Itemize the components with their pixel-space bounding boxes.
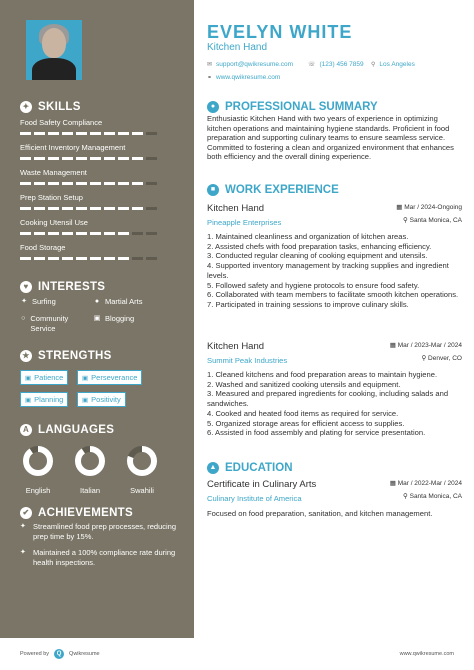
skill-level-dot bbox=[76, 232, 87, 235]
job-bullet: 6. Collaborated with team members to facilitate smooth kitchen operations. bbox=[207, 290, 459, 300]
language-name: Italian bbox=[79, 486, 100, 495]
bulb-icon: ✦ bbox=[20, 101, 32, 113]
skill-label: Food Storage bbox=[20, 243, 66, 252]
sidebar bbox=[0, 0, 194, 638]
skill-level-dot bbox=[34, 132, 45, 135]
achievement-item: ✦ Maintained a 100% compliance rate during health inspections. bbox=[20, 548, 176, 567]
achievements-heading: ✔ ACHIEVEMENTS bbox=[20, 507, 133, 519]
surfing-icon: ✦ bbox=[21, 298, 27, 305]
skill-level-bar bbox=[20, 257, 180, 260]
language-item bbox=[124, 445, 160, 495]
skill-level-dot bbox=[90, 207, 101, 210]
job-entry bbox=[207, 203, 462, 310]
skill-level-dot bbox=[90, 157, 101, 160]
skill-level-dot bbox=[118, 132, 129, 135]
job-bullet: 3. Measured and prepared ingredients for cooking, including salads and sandwiches. bbox=[207, 389, 449, 409]
education-meta: ▦ Mar / 2022-Mar / 2024 ⚲ Santa Monica, CA bbox=[389, 480, 462, 500]
skill-label: Food Safety Compliance bbox=[20, 118, 103, 127]
language-level-ring bbox=[74, 445, 106, 477]
skill-level-dot bbox=[104, 132, 115, 135]
job-meta: ▦ Mar / 2023-Mar / 2024 ⚲ Denver, CO bbox=[389, 342, 462, 362]
skill-level-dot bbox=[132, 157, 143, 160]
skill-level-dot bbox=[62, 207, 73, 210]
skill-level-bar bbox=[20, 132, 180, 135]
email-icon: ✉ bbox=[207, 62, 213, 68]
footer bbox=[0, 638, 474, 670]
job-bullet: 1. Maintained cleanliness and organization of kitchen areas. bbox=[207, 232, 409, 241]
skill-level-dot bbox=[62, 232, 73, 235]
skill-level-dot bbox=[132, 207, 143, 210]
job-bullets bbox=[207, 232, 462, 310]
skill-item bbox=[20, 143, 180, 168]
skill-level-dot bbox=[62, 132, 73, 135]
skill-item bbox=[20, 118, 180, 143]
job-meta: ▦ Mar / 2024-Ongoing ⚲ Santa Monica, CA bbox=[396, 204, 462, 224]
language-name: Swahili bbox=[130, 486, 154, 495]
ring-fill bbox=[78, 449, 102, 473]
degree-title: Certificate in Culinary Arts bbox=[207, 479, 317, 490]
achievement-item: ✦ Streamlined food prep processes, reducing prep time by 15%. bbox=[20, 522, 176, 541]
martial-arts-icon: ● bbox=[94, 298, 100, 305]
skill-label: Cooking Utensil Use bbox=[20, 218, 88, 227]
job-bullet: 6. Assisted in food assembly and plating for service presentation. bbox=[207, 428, 426, 438]
skill-level-dot bbox=[118, 157, 129, 160]
pin-icon: ⚲ bbox=[421, 355, 427, 362]
skill-level-bar bbox=[20, 232, 180, 235]
strength-tag: ▣ Planning bbox=[20, 392, 68, 407]
language-level-ring bbox=[126, 445, 158, 477]
powered-by: Powered by Q Qwikresume bbox=[20, 651, 100, 657]
job-entry bbox=[207, 341, 462, 438]
skill-level-bar bbox=[20, 182, 180, 185]
job-bullet: 3. Conducted regular cleaning of cooking equipment and utensils. bbox=[207, 251, 428, 261]
blogging-icon: ▣ bbox=[93, 315, 101, 322]
skill-level-dot bbox=[104, 257, 115, 260]
company-name: Summit Peak Industries bbox=[207, 356, 288, 365]
skill-level-dot bbox=[76, 157, 87, 160]
skill-level-dot bbox=[34, 207, 45, 210]
achievement-icon: ✦ bbox=[20, 523, 26, 530]
email-item[interactable]: ✉ support@qwikresume.com bbox=[207, 61, 294, 68]
skill-level-dot bbox=[20, 232, 31, 235]
language-level-ring bbox=[22, 445, 54, 477]
job-bullet: 2. Assisted chefs with food preparation tasks, enhancing efficiency. bbox=[207, 241, 432, 251]
strength-tag: ▣ Positivity bbox=[77, 392, 126, 407]
skill-level-dot bbox=[146, 207, 157, 210]
strength-tag: ▣ Perseverance bbox=[77, 370, 142, 385]
skill-level-dot bbox=[20, 182, 31, 185]
skill-level-dot bbox=[132, 232, 143, 235]
interest-item: ✦ Surfing bbox=[21, 297, 56, 306]
job-bullet: 5. Organized storage areas for efficient access to supplies. bbox=[207, 418, 405, 428]
skill-label: Prep Station Setup bbox=[20, 193, 83, 202]
skill-label: Waste Management bbox=[20, 168, 87, 177]
job-bullet: 1. Cleaned kitchens and food preparation areas to maintain hygiene. bbox=[207, 370, 438, 379]
skill-level-dot bbox=[34, 157, 45, 160]
strength-tag: ▣ Patience bbox=[20, 370, 68, 385]
skill-level-dot bbox=[132, 257, 143, 260]
check-icon: ▣ bbox=[25, 375, 32, 382]
language-icon: A bbox=[20, 424, 32, 436]
company-name: Pineapple Enterprises bbox=[207, 218, 282, 227]
skill-level-dot bbox=[146, 157, 157, 160]
skill-level-bar bbox=[20, 157, 180, 160]
pin-icon: ⚲ bbox=[403, 217, 408, 224]
skill-level-dot bbox=[48, 182, 59, 185]
skill-level-dot bbox=[48, 207, 59, 210]
candidate-name: EVELYN WHITE bbox=[207, 22, 353, 42]
experience-heading: ■ WORK EXPERIENCE bbox=[207, 184, 339, 196]
skill-level-dot bbox=[146, 232, 157, 235]
skill-level-dot bbox=[62, 157, 73, 160]
skill-level-dot bbox=[104, 157, 115, 160]
footer-url[interactable]: www.qwikresume.com bbox=[399, 651, 454, 657]
job-bullet: 4. Supported inventory management by tracking supplies and ingredient levels. bbox=[207, 261, 449, 280]
ring-fill bbox=[26, 449, 50, 473]
skill-level-dot bbox=[34, 182, 45, 185]
skill-level-dot bbox=[76, 257, 87, 260]
skill-level-dot bbox=[62, 182, 73, 185]
skill-level-dot bbox=[20, 257, 31, 260]
check-icon: ▣ bbox=[82, 375, 89, 382]
language-name: English bbox=[25, 486, 51, 495]
phone-icon: ☏ bbox=[308, 62, 316, 68]
pin-icon: ⚲ bbox=[403, 493, 408, 500]
graduation-cap-icon: ▲ bbox=[207, 462, 219, 474]
skills-heading: ✦ SKILLS bbox=[20, 101, 81, 113]
candidate-role: Kitchen Hand bbox=[207, 42, 268, 53]
language-item bbox=[72, 445, 108, 495]
education-description: Focused on food preparation, sanitation, and kitchen management. bbox=[207, 509, 433, 518]
skill-level-dot bbox=[132, 182, 143, 185]
check-icon: ▣ bbox=[25, 397, 32, 404]
job-bullet: 7. Participated in training sessions to improve culinary skills. bbox=[207, 299, 409, 309]
skill-item bbox=[20, 243, 180, 268]
skill-level-bar bbox=[20, 207, 180, 210]
languages-heading: A LANGUAGES bbox=[20, 424, 114, 436]
website-item[interactable]: ⚭ www.qwikresume.com bbox=[207, 74, 281, 81]
location-icon: ⚲ bbox=[371, 62, 376, 68]
education-heading: ▲ EDUCATION bbox=[207, 462, 293, 474]
skill-level-dot bbox=[90, 132, 101, 135]
skill-level-dot bbox=[34, 232, 45, 235]
skill-item bbox=[20, 168, 180, 193]
summary-heading: ● PROFESSIONAL SUMMARY bbox=[207, 101, 378, 113]
job-title: Kitchen Hand bbox=[207, 341, 265, 352]
skill-level-dot bbox=[146, 132, 157, 135]
skill-level-dot bbox=[34, 257, 45, 260]
achievements-list bbox=[20, 522, 185, 574]
skill-level-dot bbox=[48, 257, 59, 260]
check-icon: ▣ bbox=[82, 397, 89, 404]
community-icon: ○ bbox=[21, 315, 26, 322]
skill-level-dot bbox=[76, 182, 87, 185]
school-name: Culinary Institute of America bbox=[207, 494, 302, 503]
strengths-heading: ★ STRENGTHS bbox=[20, 350, 112, 362]
skill-level-dot bbox=[104, 207, 115, 210]
calendar-icon: ▦ bbox=[396, 204, 403, 211]
achievement-icon: ✦ bbox=[20, 549, 26, 556]
job-title: Kitchen Hand bbox=[207, 203, 265, 214]
skill-level-dot bbox=[118, 182, 129, 185]
skill-level-dot bbox=[132, 132, 143, 135]
briefcase-icon: ■ bbox=[207, 184, 219, 196]
skill-level-dot bbox=[104, 182, 115, 185]
skill-level-dot bbox=[118, 257, 129, 260]
qwikresume-logo-icon: Q bbox=[54, 649, 64, 659]
calendar-icon: ▦ bbox=[389, 480, 396, 487]
summary-text: Enthusiastic Kitchen Hand with two years of experience in optimizing kitchen operations and maintaining hygiene standards. Proficient in food preparation and supporting culinary teams to ensure seamless service. Committed to fostering a clean and organized environment that enhances both efficiency and the overall dining experience. bbox=[207, 114, 454, 162]
interests-heading: ♥ INTERESTS bbox=[20, 281, 105, 293]
skill-level-dot bbox=[62, 257, 73, 260]
education-entry bbox=[207, 479, 462, 519]
skill-item bbox=[20, 193, 180, 218]
skill-label: Efficient Inventory Management bbox=[20, 143, 126, 152]
location-item: ⚲ Los Angeles bbox=[371, 61, 415, 68]
skill-level-dot bbox=[118, 207, 129, 210]
job-bullets bbox=[207, 370, 462, 438]
skill-level-dot bbox=[104, 232, 115, 235]
skill-level-dot bbox=[146, 182, 157, 185]
job-bullet: 4. Cooked and heated food items as required for service. bbox=[207, 408, 399, 418]
link-icon: ⚭ bbox=[207, 75, 213, 81]
job-bullet: 2. Washed and sanitized cooking utensils and equipment. bbox=[207, 379, 401, 389]
skill-level-dot bbox=[90, 182, 101, 185]
skill-level-dot bbox=[20, 157, 31, 160]
trophy-icon: ✔ bbox=[20, 507, 32, 519]
interest-item: ▣ Blogging bbox=[93, 314, 135, 323]
language-item bbox=[20, 445, 56, 495]
interests-icon: ♥ bbox=[20, 281, 32, 293]
brand-link[interactable]: Qwikresume bbox=[69, 651, 100, 657]
skill-level-dot bbox=[146, 257, 157, 260]
skill-level-dot bbox=[76, 207, 87, 210]
profile-photo bbox=[26, 20, 82, 80]
skill-level-dot bbox=[90, 257, 101, 260]
skill-level-dot bbox=[20, 207, 31, 210]
skill-level-dot bbox=[20, 132, 31, 135]
skill-level-dot bbox=[90, 232, 101, 235]
calendar-icon: ▦ bbox=[389, 342, 396, 349]
phone-item[interactable]: ☏ (123) 456 7859 bbox=[308, 61, 364, 68]
skill-level-dot bbox=[118, 232, 129, 235]
skill-item bbox=[20, 218, 180, 243]
job-bullet: 5. Followed safety and hygiene protocols to ensure food safety. bbox=[207, 280, 420, 290]
interest-item: ○ Community Service bbox=[21, 314, 69, 333]
profile-icon: ● bbox=[207, 101, 219, 113]
skill-level-dot bbox=[48, 132, 59, 135]
skill-level-dot bbox=[76, 132, 87, 135]
interest-item: ● Martial Arts bbox=[94, 297, 143, 306]
strength-icon: ★ bbox=[20, 350, 32, 362]
skill-level-dot bbox=[48, 157, 59, 160]
skill-level-dot bbox=[48, 232, 59, 235]
skills-list bbox=[20, 118, 180, 268]
